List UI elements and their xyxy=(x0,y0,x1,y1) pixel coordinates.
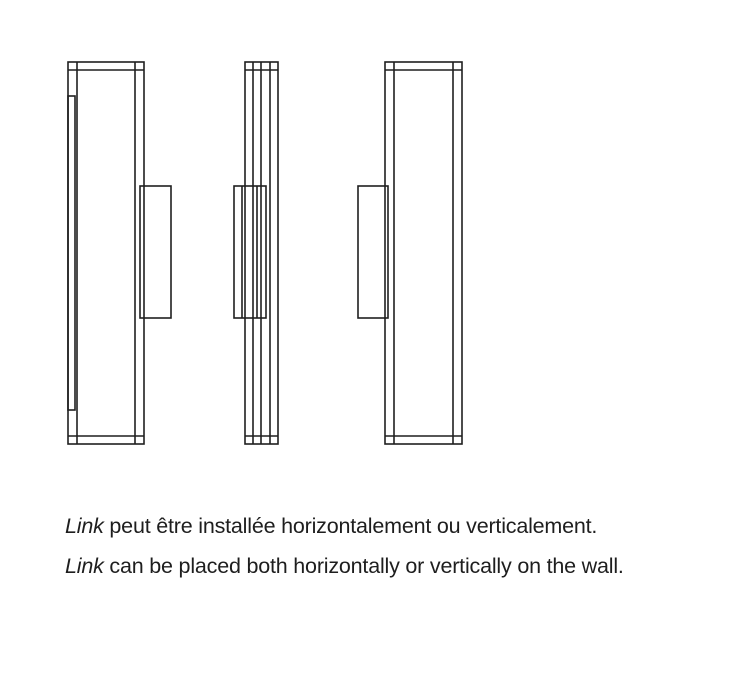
light-diffuser xyxy=(68,96,75,410)
wall-mount-bracket xyxy=(358,186,388,318)
product-name: Link xyxy=(65,514,104,538)
lamp-body xyxy=(68,62,144,444)
caption-french-text: peut être installée horizontalement ou verticalement. xyxy=(103,514,598,538)
caption-english xyxy=(65,546,740,586)
caption-english-text: can be placed both horizontally or vertically on the wall. xyxy=(103,554,624,578)
product-name: Link xyxy=(65,554,104,578)
lamp-body xyxy=(385,62,462,444)
lamp-side-view-right xyxy=(358,62,462,444)
lamp-side-view-left xyxy=(68,62,171,444)
caption-french xyxy=(65,506,740,546)
lamp-edge-view-center xyxy=(234,62,278,444)
